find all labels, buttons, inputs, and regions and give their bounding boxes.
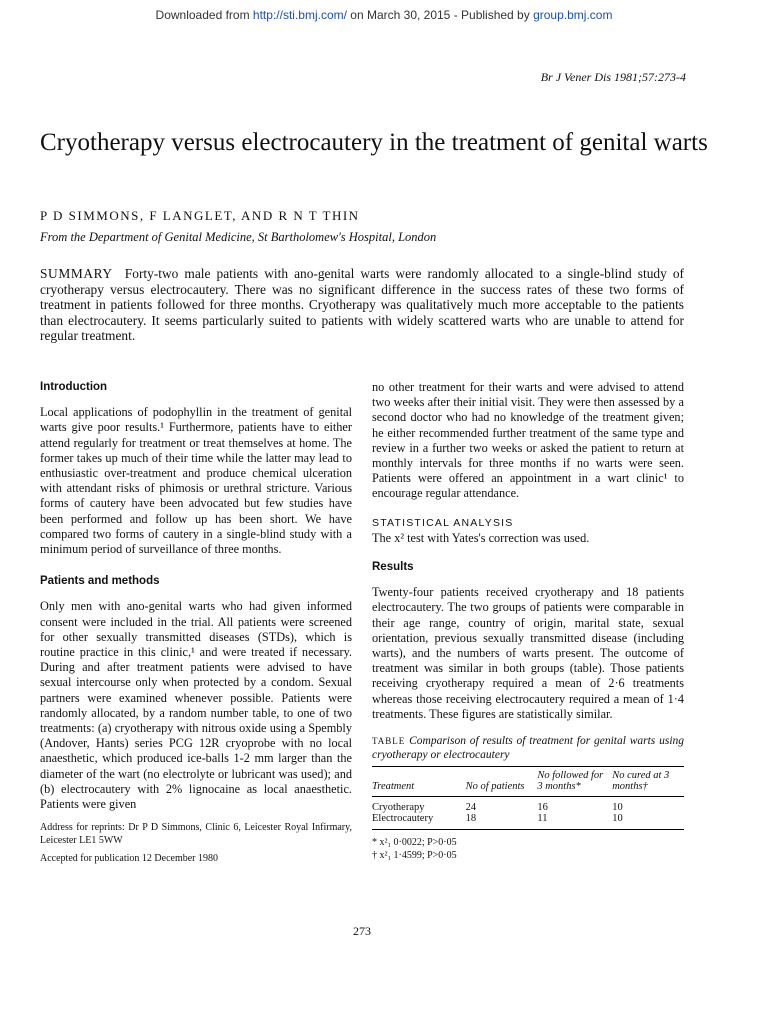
table-footnote: † x²₁ 1·4599; P>0·05 bbox=[372, 850, 457, 862]
table-cell: 24 bbox=[465, 802, 477, 814]
table-caption bbox=[372, 734, 684, 762]
table-header-followed: No followed for 3 months* bbox=[537, 767, 612, 797]
article-title: Cryotherapy versus electrocautery in the treatment of genital warts bbox=[40, 129, 708, 156]
download-banner bbox=[0, 8, 768, 22]
table-cell: Cryotherapy bbox=[372, 802, 425, 814]
results-table bbox=[372, 766, 684, 830]
table-cell: 18 bbox=[466, 813, 538, 830]
journal-citation: Br J Vener Dis 1981;57:273-4 bbox=[540, 70, 686, 84]
table-cell: 11 bbox=[537, 813, 612, 830]
statistics-heading: STATISTICAL ANALYSIS bbox=[372, 516, 514, 529]
download-prefix: Downloaded from bbox=[155, 8, 253, 22]
table-header-patients: No of patients bbox=[466, 767, 538, 797]
table-row bbox=[372, 797, 684, 814]
summary-label: SUMMARY bbox=[40, 266, 113, 281]
statistics-text: The x² test with Yates's correction was used. bbox=[372, 530, 590, 545]
table-header-treatment: Treatment bbox=[372, 767, 466, 797]
methods-text-continued: no other treatment for their warts and were advised to attend two weeks after their initial visit. They were then assessed by a second doctor who had no knowledge of the treatment given; he either recommended further treatment of the same type and review in a further two weeks or asked the patient to return at monthly intervals for three months if no warts were seen. Patients were offered an appointment in a wart clinic¹ to encourage regular attendance. bbox=[372, 380, 684, 501]
results-text: Twenty-four patients received cryotherapy and 18 patients electrocautery. The two groups of patients were comparable in their age range, country of origin, marital state, sexual orientation, previous sexually transmitted disease (including warts), and the numbers of warts present. The outcome of treatment was similar in both groups (table). Those patients receiving cryotherapy required a mean of 2·6 treatments whereas those receiving electrocautery required a mean of 1·4 treatments. These figures are statistically similar. bbox=[372, 585, 684, 721]
reprint-address: Address for reprints: Dr P D Simmons, Clinic 6, Leicester Royal Infirmary, Leicester LE1 5WW bbox=[40, 822, 352, 846]
table-footnote: * x²₁ 0·0022; P>0·05 bbox=[372, 837, 457, 849]
page-number: 273 bbox=[353, 924, 371, 938]
author-list: P D SIMMONS, F LANGLET, AND R N T THIN bbox=[40, 208, 360, 223]
right-column bbox=[372, 380, 684, 862]
table-caption-text: Comparison of results of treatment for genital warts using cryotherapy or electrocautery bbox=[372, 735, 685, 762]
table-cell: 10 bbox=[612, 813, 684, 830]
accepted-date: Accepted for publication 12 December 1980 bbox=[40, 853, 218, 865]
table-header-cured: No cured at 3 months† bbox=[612, 767, 684, 797]
results-heading: Results bbox=[372, 561, 414, 574]
table-row bbox=[372, 813, 684, 830]
summary-text: Forty-two male patients with ano-genital warts were randomly allocated to a single-blind study of cryotherapy versus electrocautery. There was no significant difference in the success rates of these two forms of treatment in patients followed for three months. Cryotherapy was qualitatively much more acceptable to the patients than electrocautery. It seems particularly suited to patients with widely scattered warts who are unable to attend for regular treatment. bbox=[40, 266, 684, 343]
table-cell: 16 bbox=[537, 802, 548, 814]
download-middle: on March 30, 2015 - Published by bbox=[346, 8, 534, 22]
introduction-text: Local applications of podophyllin in the treatment of genital warts give poor results.¹ Furthermore, patients have to either attend regularly for treatment or treat themselves at home. The former takes up much of their time while the latter may lead to enthusiastic over-treatment and produce chemical ulceration with attendant risks of phimosis or urethral stricture. Various forms of cautery have been advocated but few studies have been performed and follow up has been short. We have compared two forms of cautery in a single-blind study with a minimum period of surveillance of three months. bbox=[40, 405, 352, 557]
methods-text: Only men with ano-genital warts who had given informed consent were included in the trial. All patients were screened for other sexually transmitted diseases (STDs), which is routine practice in this clinic,¹ and were treated if necessary. During and after treatment patients were advised to have sexual intercourse only when protected by a condom. Sexual partners were examined whenever possible. Patients were randomly allocated, by a random number table, to one of two treatments: (a) cryotherapy with nitrous oxide using a Spembly (Andover, Hants) series PCG 12R cryoprobe with no local anaesthetic, which produced ice-balls 1-2 mm larger than the diameter of the wart (no electrolyte or lubricant was used); and (b) electrocautery with 2% lignocaine as local anaesthetic. Patients were given bbox=[40, 599, 352, 812]
table-label: TABLE bbox=[372, 736, 406, 747]
group-link[interactable]: group.bmj.com bbox=[533, 8, 613, 22]
methods-heading: Patients and methods bbox=[40, 575, 160, 588]
summary bbox=[40, 266, 684, 344]
table-cell: Electrocautery bbox=[372, 813, 466, 830]
affiliation: From the Department of Genital Medicine, St Bartholomew's Hospital, London bbox=[40, 230, 437, 244]
left-column bbox=[40, 380, 352, 866]
site-link[interactable]: http://sti.bmj.com/ bbox=[252, 8, 347, 22]
table-cell: 10 bbox=[612, 802, 623, 814]
introduction-heading: Introduction bbox=[40, 381, 108, 393]
